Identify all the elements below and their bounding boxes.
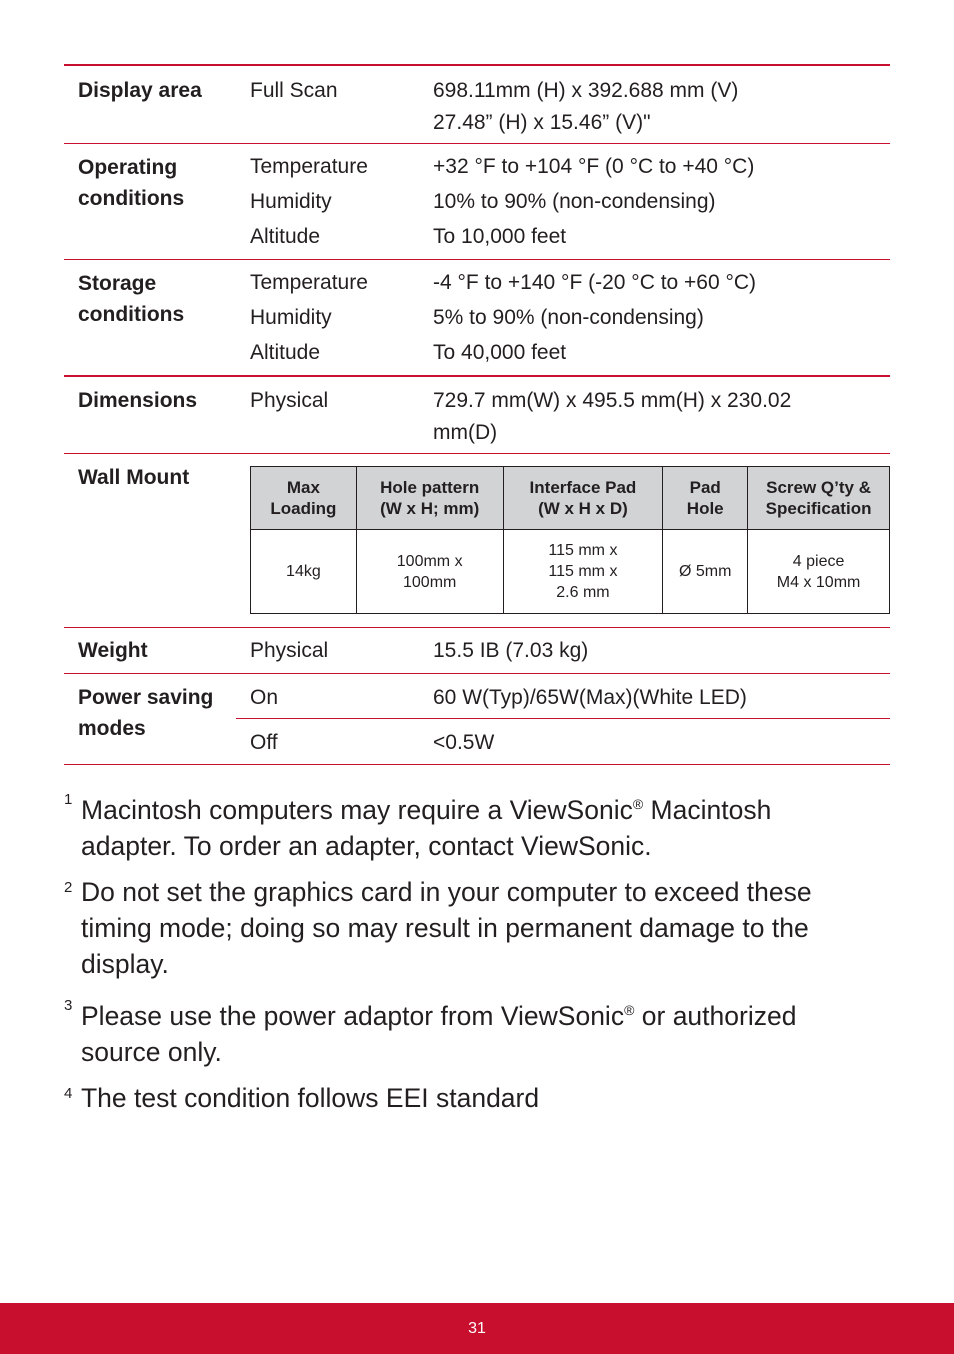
row-operating-conditions [64, 143, 890, 259]
footnote-1: 1 Macintosh computers may require a ViewSonic® Macintosh adapter. To order an adapter, contact ViewSonic. [64, 786, 864, 864]
row-values: -4 °F to +140 °F (-20 °C to +60 °C) 5% to 90% (non-condensing) To 40,000 feet [433, 271, 757, 364]
value-line: 698.11mm (H) x 392.688 mm (V) [433, 79, 739, 102]
power-on-value: 60 W(Typ)/65W(Max)(White LED) [433, 686, 747, 709]
row-value [433, 385, 883, 449]
footnote-4: 4 The test condition follows EEI standard [64, 1080, 864, 1116]
header-hole-pattern: Hole pattern (W x H; mm) [356, 467, 503, 530]
header-pad-hole: Pad Hole [663, 467, 748, 530]
footnotes [64, 786, 864, 1126]
footnote-number: 2 [64, 878, 73, 896]
row-sublabel: Full Scan [250, 79, 338, 102]
row-value: 15.5 IB (7.03 kg) [433, 639, 589, 662]
row-label: Wall Mount [78, 466, 190, 489]
specifications-table [64, 64, 890, 765]
cell-pad-hole: Ø 5mm [663, 530, 748, 614]
row-label: Operating conditions [78, 156, 185, 210]
row-sublabel: Physical [250, 639, 329, 662]
cell-max-loading: 14kg [251, 530, 357, 614]
power-off-label: Off [250, 731, 278, 754]
power-on-label: On [250, 686, 279, 709]
wall-mount-table [250, 466, 890, 614]
row-weight [64, 627, 890, 673]
cell-interface-pad: 115 mm x 115 mm x 2.6 mm [503, 530, 663, 614]
row-label: Dimensions [78, 389, 198, 412]
row-values: +32 °F to +104 °F (0 °C to +40 °C) 10% to 90% (non-condensing) To 10,000 feet [433, 155, 755, 248]
page-number: 31 [468, 1319, 486, 1337]
power-off-value: <0.5W [433, 731, 495, 754]
footnote-number: 1 [64, 791, 73, 808]
wall-mount-header-row [251, 467, 890, 530]
value-line: mm(D) [433, 421, 498, 444]
row-sublabels: Temperature Humidity Altitude [250, 271, 368, 364]
page-footer [0, 1303, 954, 1354]
row-label: Storage conditions [78, 272, 185, 326]
footnote-3: 3 Please use the power adaptor from ViewSonic® or authorized source only. [64, 992, 864, 1070]
row-sublabels: Temperature Humidity Altitude [250, 155, 368, 248]
cell-screw-spec: 4 piece M4 x 10mm [748, 530, 890, 614]
row-label: Display area [78, 79, 202, 102]
row-sublabel: Physical [250, 389, 329, 412]
row-label: Power saving modes [78, 686, 214, 740]
header-interface-pad: Interface Pad (W x H x D) [503, 467, 663, 530]
header-max-loading: Max Loading [251, 467, 357, 530]
row-wall-mount [64, 453, 890, 627]
cell-hole-pattern: 100mm x 100mm [356, 530, 503, 614]
value-line: 729.7 mm(W) x 495.5 mm(H) x 230.02 [433, 389, 792, 412]
row-value [433, 75, 883, 139]
value-line: 27.48” (H) x 15.46” (V)" [433, 111, 651, 134]
row-power-saving-modes [64, 673, 890, 765]
footnote-number: 4 [64, 1084, 73, 1102]
wall-mount-data-row [251, 530, 890, 614]
footnote-number: 3 [64, 996, 73, 1014]
row-label: Weight [78, 639, 148, 662]
row-dimensions [64, 375, 890, 453]
power-divider [236, 718, 890, 719]
row-display-area [64, 64, 890, 143]
header-screw-spec: Screw Q’ty & Specification [748, 467, 890, 530]
footnote-2: 2 Do not set the graphics card in your computer to exceed these timing mode; doing so may result in permanent damage to the display. [64, 874, 864, 982]
row-storage-conditions [64, 259, 890, 375]
